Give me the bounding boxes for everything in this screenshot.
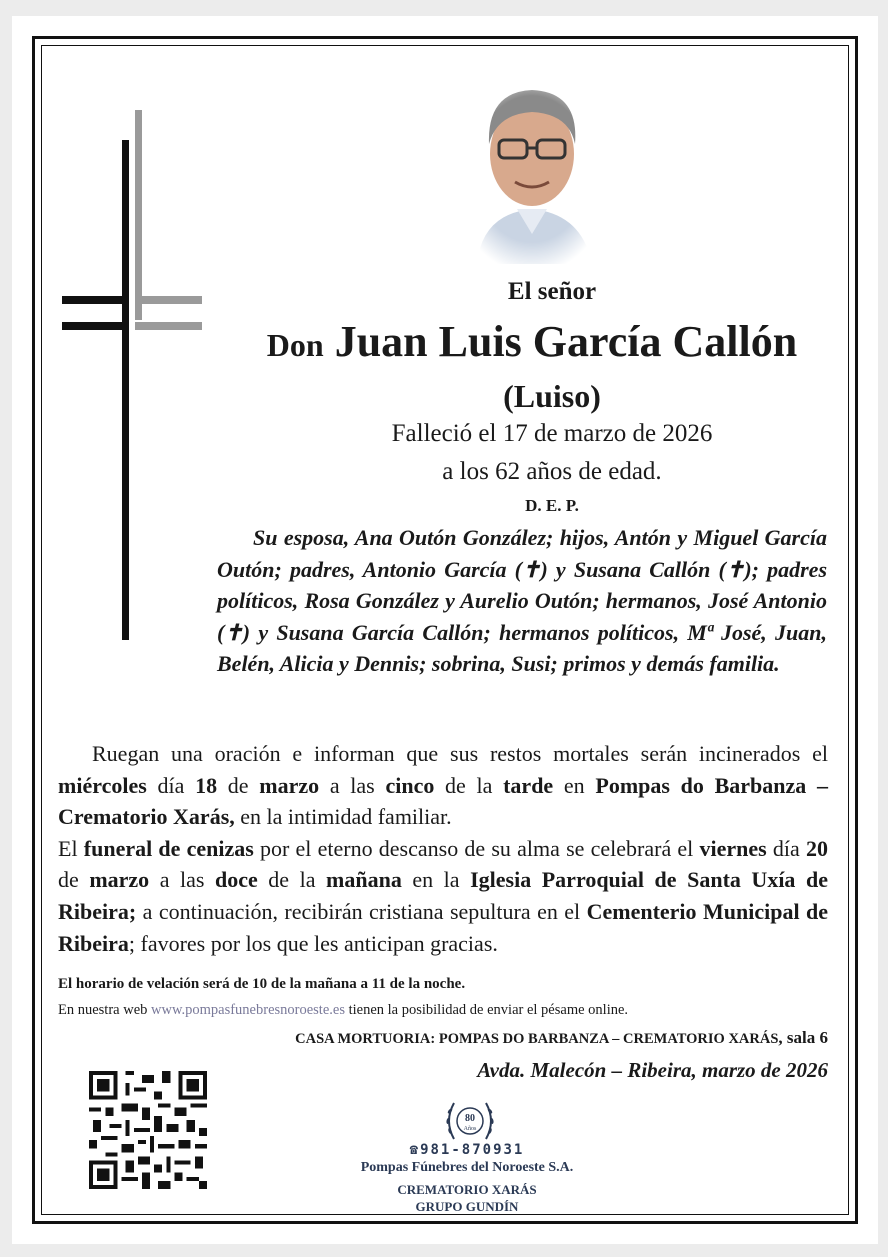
qr-code[interactable]	[89, 1071, 207, 1189]
nickname: (Luiso)	[503, 378, 601, 414]
cross-mark-icon: ✝	[522, 556, 541, 582]
deceased-name	[212, 316, 852, 367]
web-condolences: En nuestra web www.pompasfunebresnoroeste.es tienen la posibilidad de enviar el pésame online.	[58, 1002, 629, 1018]
cremation-paragraph: Ruegan una oración e informan que sus restos mortales serán incinerados el miércoles día 18 de marzo a las cinco de la tarde en Pompas do Barbanza – Crematorio Xarás, en la intimidad familiar.	[58, 741, 828, 830]
age-at-death: a los 62 años de edad.	[442, 458, 662, 485]
phone-number[interactable]: ☎981-870931	[409, 1142, 525, 1158]
cross-icon	[62, 110, 207, 650]
obituary-page	[12, 16, 878, 1244]
funeral-paragraph: El funeral de cenizas por el eterno descanso de su alma se celebrará el viernes día 20 de marzo a las doce de la mañana en la Iglesia Parroquial de Santa Uxía de Ribeira; a continuación, recibirán cristiana sepultura en el Cementerio Municipal de Ribeira; favores por los que les anticipan gracias.	[58, 835, 828, 956]
intro-text: El señor	[507, 278, 597, 305]
crematorium-name: CREMATORIO XARÁS	[397, 1182, 537, 1197]
full-name: Juan Luis García Callón	[334, 317, 798, 366]
website-link[interactable]: www.pompasfunebresnoroeste.es	[151, 1002, 345, 1018]
company-name: Pompas Fúnebres del Noroeste S.A.	[360, 1160, 574, 1175]
address-date: Avda. Malecón – Ribeira, marzo de 2026	[477, 1058, 828, 1082]
portrait-photo	[457, 74, 607, 264]
cross-mark-icon: ✝	[725, 556, 745, 582]
rip-text: D. E. P.	[525, 496, 579, 515]
funeral-home: CASA MORTUORIA: POMPAS DO BARBANZA – CREMATORIO XARÁS, sala 6	[295, 1028, 828, 1047]
name-prefix: Don	[266, 327, 324, 363]
death-date: Falleció el 17 de marzo de 2026	[391, 420, 713, 447]
service-announcement	[58, 738, 828, 959]
family-list: Su esposa, Ana Outón González; hijos, Antón y Miguel García Outón; padres, Antonio García (✝) y Susana Callón (✝); padres políticos, Rosa González y Aurelio Outón; hermanos, José Antonio (✝) y Susana García Callón; hermanos políticos, Mª José, Juan, Belén, Alicia y Dennis; sobrina, Susi; primos y demás familia.	[217, 525, 828, 676]
group-name: GRUPO GUNDÍN	[415, 1199, 519, 1214]
wake-hours: El horario de velación será de 10 de la mañana a 11 de la noche.	[58, 976, 466, 992]
logo-word: Años	[463, 1126, 477, 1132]
cross-mark-icon: ✝	[224, 619, 243, 645]
logo-number: 80	[465, 1113, 475, 1124]
